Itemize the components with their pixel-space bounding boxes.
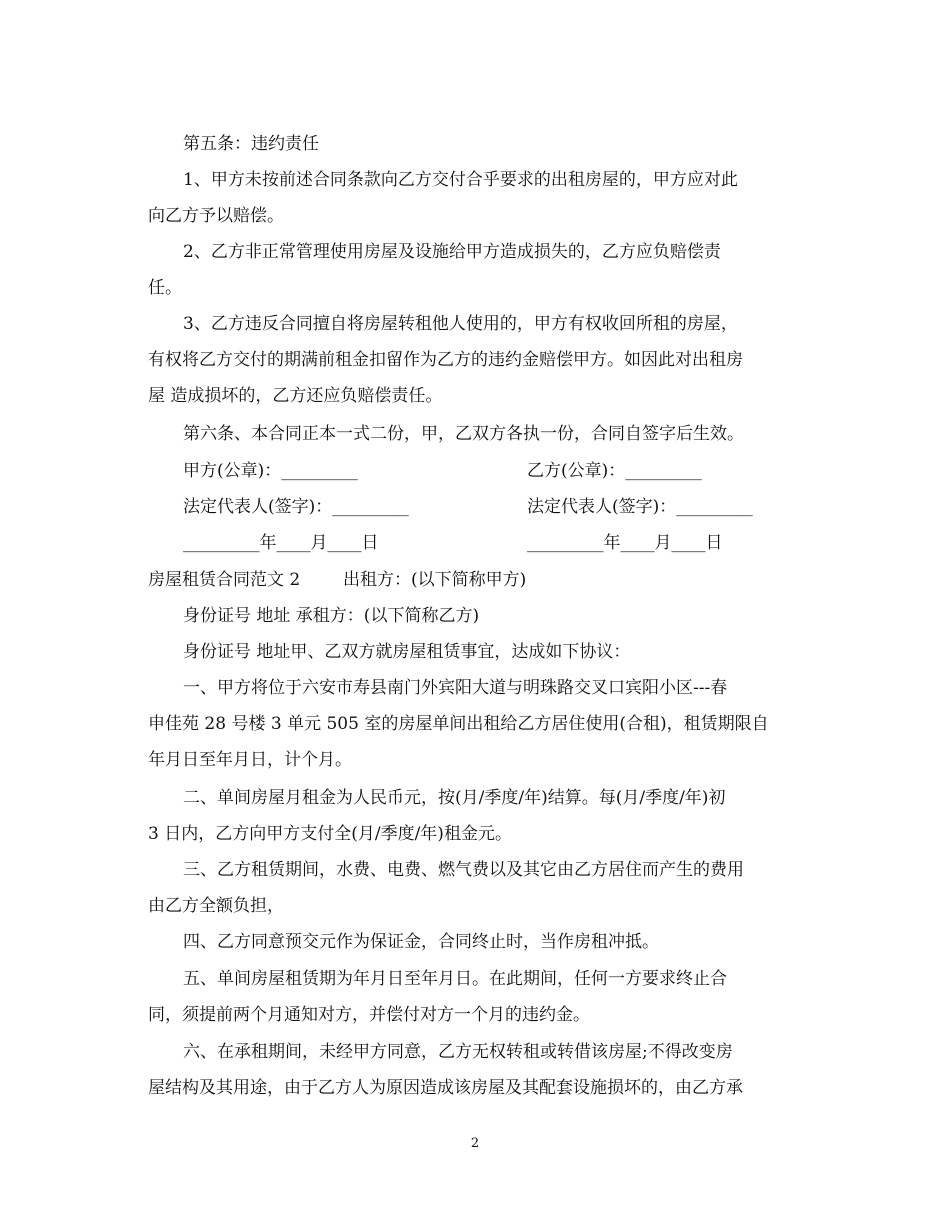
text-line: 出租方：(以下简称甲方) <box>343 570 527 590</box>
text-line: 申佳苑 28 号楼 3 单元 505 室的房屋单间出租给乙方居住使用(合租)，租赁期限自 <box>148 714 769 734</box>
party-a-seal-line: 甲方(公章)：_________ <box>183 461 358 481</box>
text-line: 年月日至年月日，计个月。 <box>148 750 352 770</box>
party-b-date-line: _________年____月____日 <box>527 533 723 553</box>
section-title: 房屋租赁合同范文 2 <box>148 570 301 590</box>
party-a-representative-line: 法定代表人(签字)：_________ <box>183 497 409 517</box>
text-line: 3 日内，乙方向甲方支付全(月/季度/年)租金元。 <box>148 824 512 844</box>
text-line: 身份证号 地址 承租方：(以下简称乙方) <box>183 606 480 626</box>
party-b-seal-line: 乙方(公章)：_________ <box>527 461 702 481</box>
text-line: 二、单间房屋月租金为人民币元，按(月/季度/年)结算。每(月/季度/年)初 <box>183 788 726 808</box>
text-line: 1、甲方未按前述合同条款向乙方交付合乎要求的出租房屋的，甲方应对此 <box>183 170 738 190</box>
text-line: 由乙方全额负担， <box>148 896 284 916</box>
text-line: 同，须提前两个月通知对方，并偿付对方一个月的违约金。 <box>148 1005 590 1025</box>
text-line: 3、乙方违反合同擅自将房屋转租他人使用的，甲方有权收回所租的房屋， <box>183 314 738 334</box>
text-line: 一、甲方将位于六安市寿县南门外宾阳大道与明珠路交叉口宾阳小区---春 <box>183 678 728 698</box>
page-number: 2 <box>470 1136 480 1151</box>
text-line: 五、单间房屋租赁期为年月日至年月日。在此期间，任何一方要求终止合 <box>183 969 727 989</box>
text-line: 身份证号 地址甲、乙双方就房屋租赁事宜，达成如下协议： <box>183 642 631 662</box>
text-line: 2、乙方非正常管理使用房屋及设施给甲方造成损失的，乙方应负赔偿责 <box>183 242 721 262</box>
text-line: 四、乙方同意预交元作为保证金，合同终止时，当作房租冲抵。 <box>183 932 659 952</box>
text-line: 第六条、本合同正本一式二份，甲，乙双方各执一份，合同自签字后生效。 <box>183 424 744 444</box>
text-line: 任。 <box>148 278 182 298</box>
party-b-representative-line: 法定代表人(签字)：_________ <box>527 497 753 517</box>
text-line: 向乙方予以赔偿。 <box>148 206 284 226</box>
text-line: 有权将乙方交付的期满前租金扣留作为乙方的违约金赔偿甲方。如因此对出租房 <box>148 350 743 370</box>
party-a-date-line: _________年____月____日 <box>183 533 379 553</box>
text-line: 六、在承租期间，未经甲方同意，乙方无权转租或转借该房屋;不得改变房 <box>183 1042 733 1062</box>
text-line: 屋 造成损坏的，乙方还应负赔偿责任。 <box>148 386 443 406</box>
text-line: 三、乙方租赁期间，水费、电费、燃气费以及其它由乙方居住而产生的费用 <box>183 860 744 880</box>
text-line: 第五条：违约责任 <box>183 134 319 154</box>
text-line: 屋结构及其用途，由于乙方人为原因造成该房屋及其配套设施损坏的，由乙方承 <box>148 1078 743 1098</box>
